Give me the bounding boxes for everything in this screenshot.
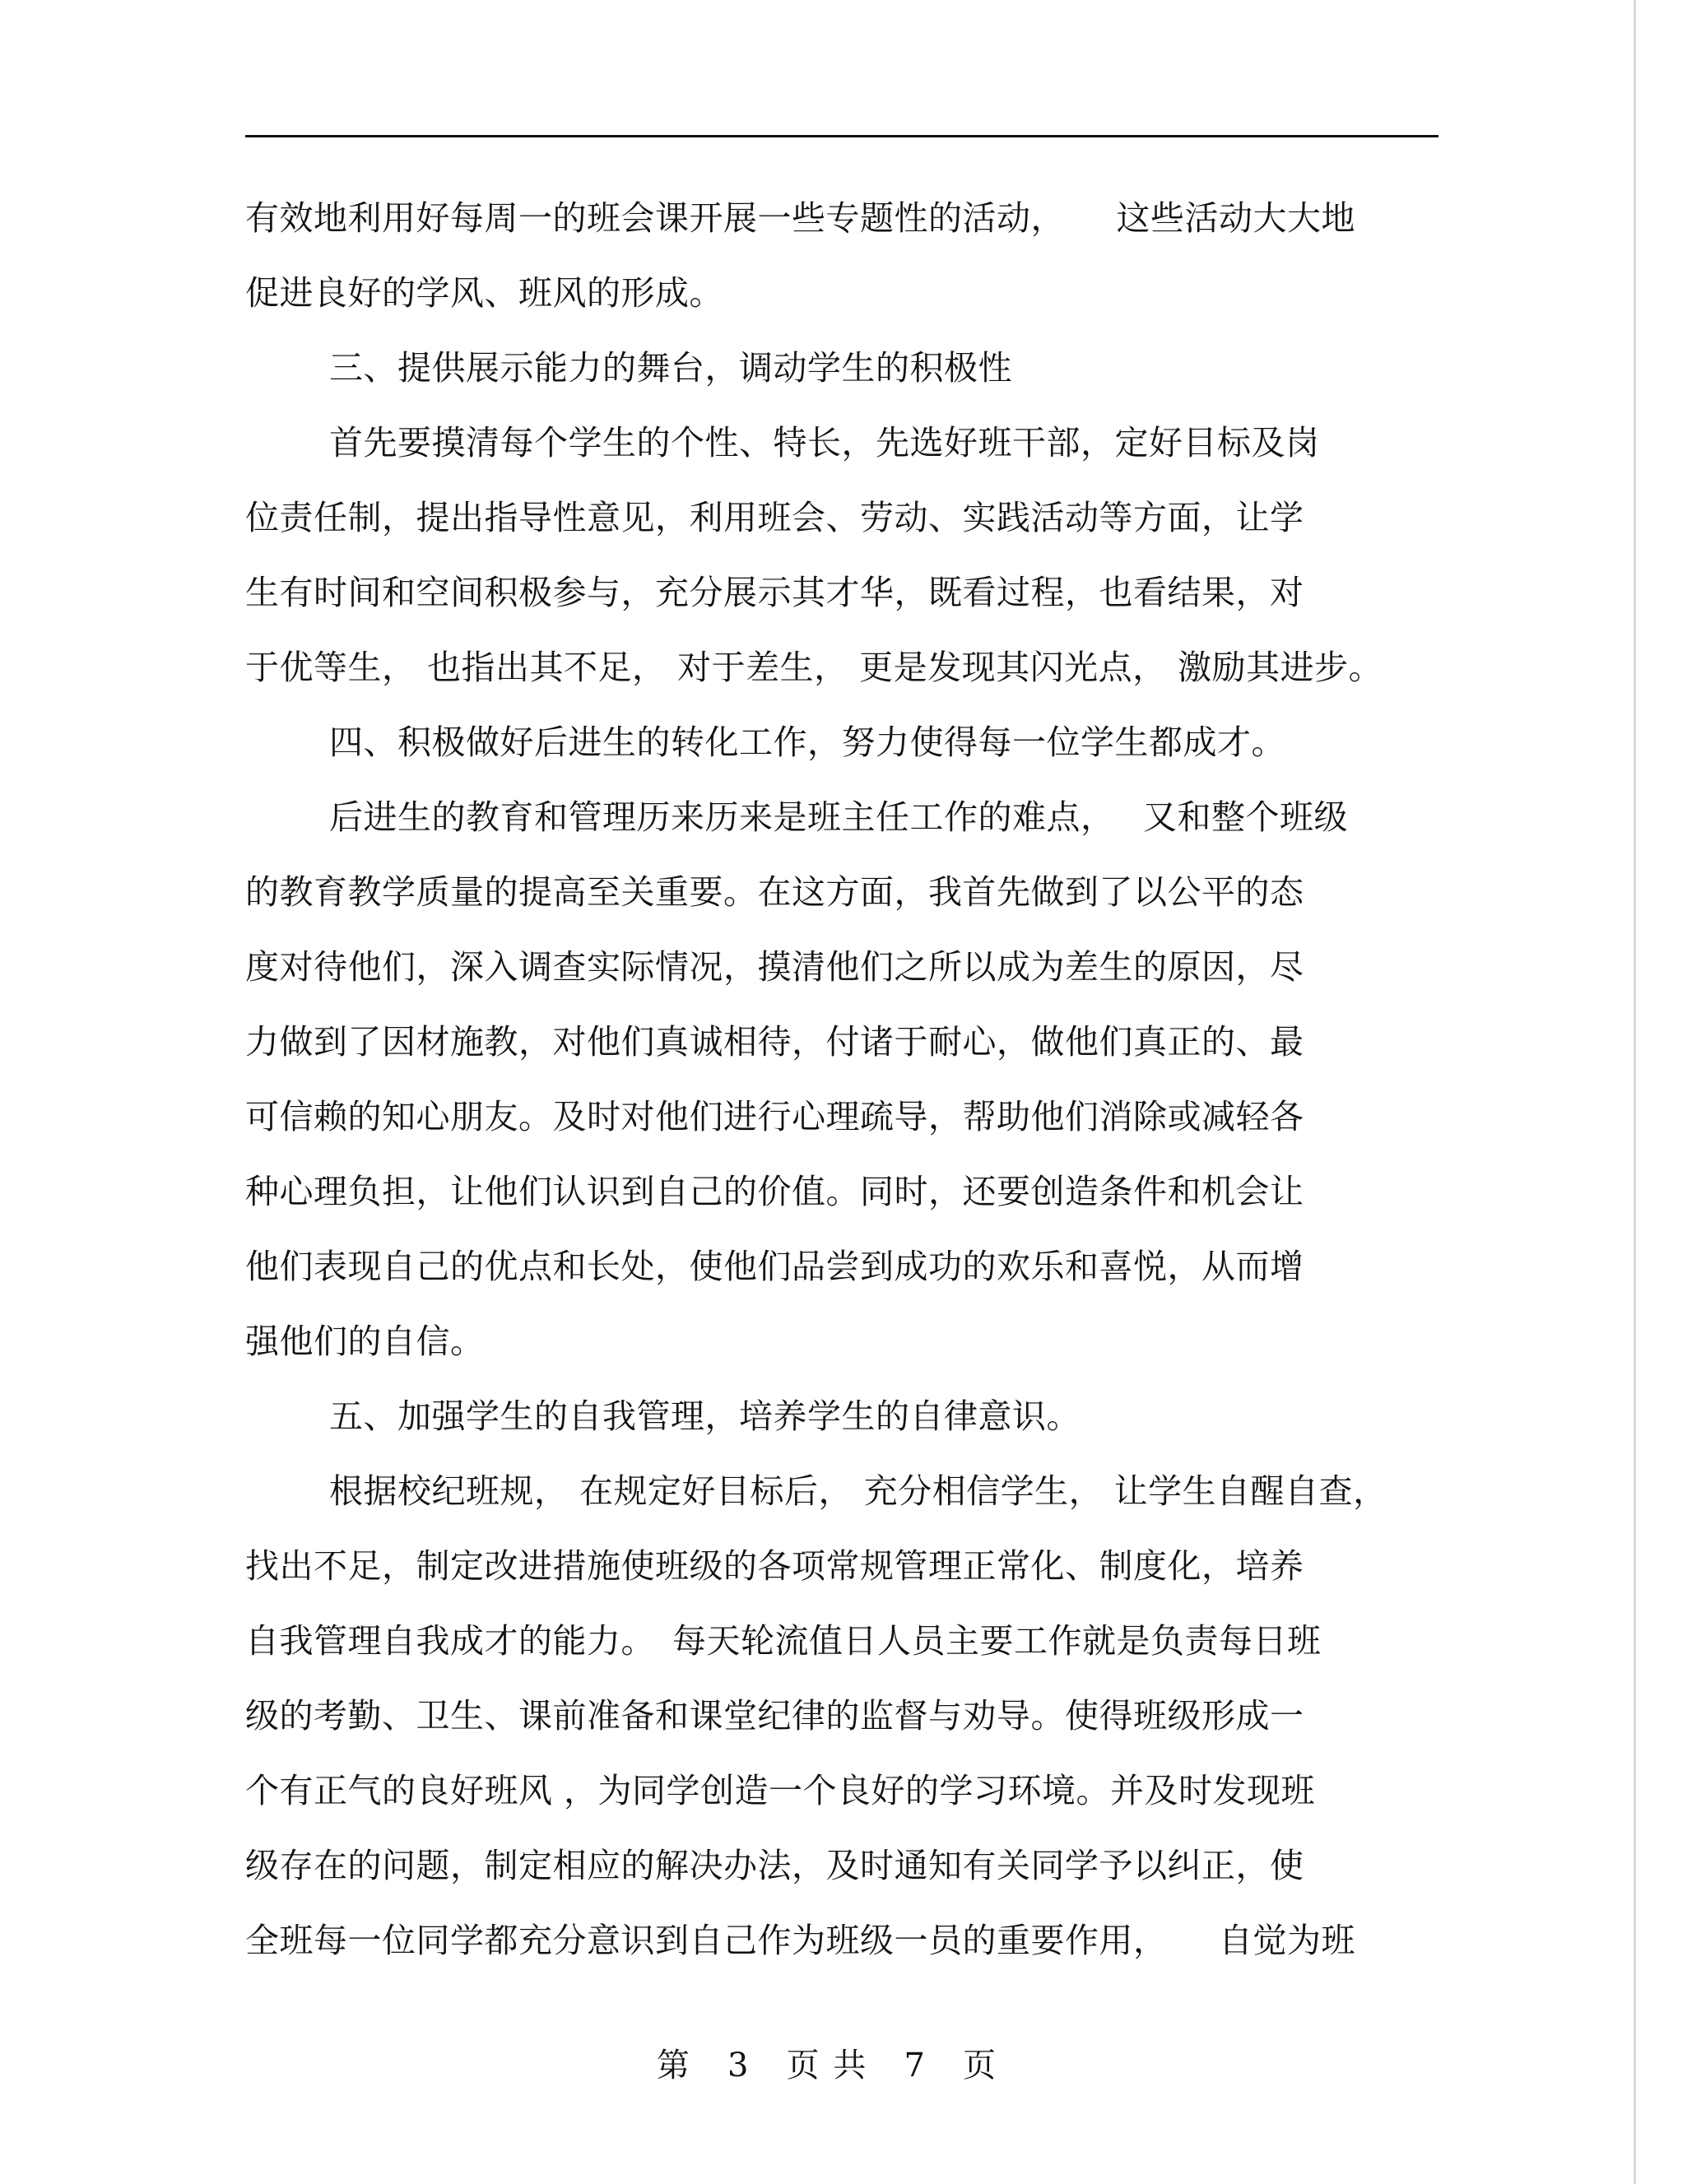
header-rule xyxy=(245,135,1438,137)
section-heading: 四、积极做好后进生的转化工作，努力使得每一位学生都成才。 xyxy=(329,723,1285,762)
text-line: 后进生的教育和管理历来历来是班主任工作的难点， 又和整个班级 xyxy=(329,797,1349,837)
text-line: 生有时间和空间积极参与，充分展示其才华，既看过程，也看结果，对 xyxy=(245,573,1304,612)
page-number-footer xyxy=(0,2039,1671,2086)
text-line: 找出不足，制定改进措施使班级的各项常规管理正常化、制度化，培养 xyxy=(245,1546,1304,1586)
text-line: 自我管理自我成才的能力。 每天轮流值日人员主要工作就是负责每日班 xyxy=(245,1621,1322,1661)
text-line: 可信赖的知心朋友。及时对他们进行心理疏导，帮助他们消除或减轻各 xyxy=(245,1097,1304,1136)
total-pages-number: 7 xyxy=(904,2047,927,2084)
text-line: 根据校纪班规， 在规定好目标后， 充分相信学生， 让学生自醒自查， xyxy=(329,1471,1387,1511)
text-line: 级存在的问题，制定相应的解决办法，及时通知有关同学予以纠正，使 xyxy=(245,1846,1304,1885)
text-line: 促进良好的学风、班风的形成。 xyxy=(245,273,723,313)
text-line: 首先要摸清每个学生的个性、特长，先选好班干部，定好目标及岗 xyxy=(329,423,1320,462)
text-line: 的教育教学质量的提高至关重要。在这方面，我首先做到了以公平的态 xyxy=(245,872,1304,912)
current-page-number: 3 xyxy=(727,2047,751,2084)
text-line: 度对待他们，深入调查实际情况，摸清他们之所以成为差生的原因，尽 xyxy=(245,947,1304,987)
text-line: 全班每一位同学都充分意识到自己作为班级一员的重要作用， 自觉为班 xyxy=(245,1921,1355,1960)
text-line: 级的考勤、卫生、课前准备和课堂纪律的监督与劝导。使得班级形成一 xyxy=(245,1696,1304,1736)
text-line: 有效地利用好每周一的班会课开展一些专题性的活动， 这些活动大大地 xyxy=(245,198,1355,238)
section-heading: 三、提供展示能力的舞台，调动学生的积极性 xyxy=(329,348,1012,388)
text-line: 力做到了因材施教，对他们真诚相待，付诸于耐心，做他们真正的、最 xyxy=(245,1022,1304,1062)
text-line: 种心理负担，让他们认识到自己的价值。同时，还要创造条件和机会让 xyxy=(245,1172,1304,1211)
page-edge-divider xyxy=(1634,0,1636,2184)
text-line: 于优等生， 也指出其不足， 对于差生， 更是发现其闪光点， 激励其进步。 xyxy=(245,648,1383,687)
section-heading: 五、加强学生的自我管理，培养学生的自律意识。 xyxy=(329,1396,1081,1436)
text-line: 个有正气的良好班风 ，为同学创造一个良好的学习环境。并及时发现班 xyxy=(245,1771,1316,1810)
text-line: 位责任制，提出指导性意见，利用班会、劳动、实践活动等方面，让学 xyxy=(245,498,1304,537)
text-line: 强他们的自信。 xyxy=(245,1322,485,1361)
footer-middle: 页 共 xyxy=(786,2047,868,2084)
footer-prefix: 第 xyxy=(656,2047,691,2084)
footer-suffix: 页 xyxy=(963,2047,998,2084)
text-line: 他们表现自己的优点和长处，使他们品尝到成功的欢乐和喜悦，从而增 xyxy=(245,1247,1304,1286)
